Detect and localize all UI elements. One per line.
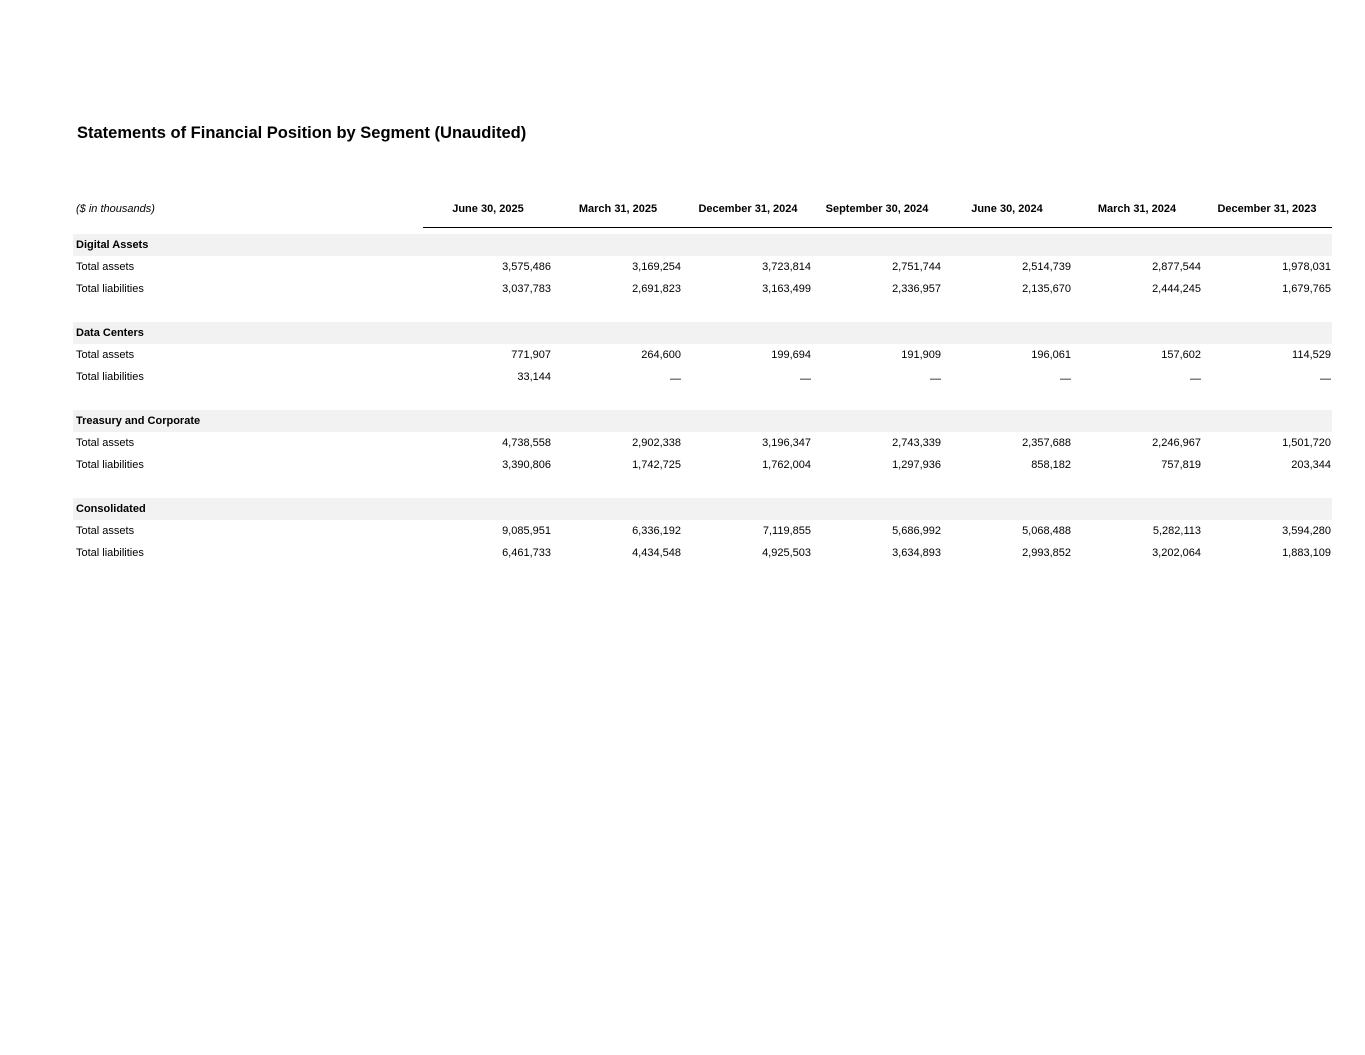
table-cell: — (800, 373, 811, 385)
row-label: Total assets (76, 261, 135, 273)
column-header: June 30, 2024 (971, 203, 1043, 215)
table-cell: 9,085,951 (502, 525, 551, 537)
table-cell: 191,909 (901, 349, 941, 361)
table-cell: 199,694 (771, 349, 811, 361)
section-label: Treasury and Corporate (76, 415, 201, 427)
table-row (0, 454, 1365, 476)
table-cell: 757,819 (1161, 459, 1201, 471)
table-cell: — (1190, 373, 1201, 385)
column-header: March 31, 2025 (578, 203, 658, 215)
table-cell: 157,602 (1161, 349, 1201, 361)
page-title: Statements of Financial Position by Segment (Unaudited) (77, 124, 527, 142)
section-header (73, 234, 1332, 256)
units-label: ($ in thousands) (76, 203, 155, 215)
table-cell: 2,135,670 (1022, 283, 1071, 295)
table-cell: 6,336,192 (632, 525, 681, 537)
table-cell: 196,061 (1031, 349, 1071, 361)
table-cell: 33,144 (517, 371, 551, 383)
table-cell: 2,444,245 (1152, 283, 1201, 295)
table-cell: 114,529 (1292, 349, 1331, 361)
row-label: Total liabilities (76, 459, 144, 471)
table-cell: — (1320, 373, 1331, 385)
table-cell: 858,182 (1031, 459, 1071, 471)
row-label: Total assets (76, 437, 135, 449)
table-cell: 3,202,064 (1152, 547, 1201, 559)
column-header: March 31, 2024 (1097, 203, 1177, 215)
table-cell: 2,743,339 (892, 437, 941, 449)
table-cell: 3,163,499 (762, 283, 811, 295)
table-cell: 5,068,488 (1022, 525, 1071, 537)
column-header: December 31, 2024 (698, 203, 798, 215)
column-header: June 30, 2025 (452, 203, 524, 215)
table-row (0, 256, 1365, 278)
table-cell: 3,594,280 (1282, 525, 1331, 537)
table-cell: 2,877,544 (1152, 261, 1201, 273)
table-cell: 3,196,347 (762, 437, 811, 449)
row-label: Total liabilities (76, 283, 144, 295)
table-cell: 1,883,109 (1282, 547, 1331, 559)
table-cell: 2,357,688 (1022, 437, 1071, 449)
table-cell: 3,575,486 (502, 261, 551, 273)
table-cell: 2,902,338 (632, 437, 681, 449)
table-cell: 4,434,548 (632, 547, 681, 559)
table-cell: 2,751,744 (892, 261, 941, 273)
table-cell: 2,336,957 (892, 283, 941, 295)
table-cell: 2,246,967 (1152, 437, 1201, 449)
table-cell: 203,344 (1291, 459, 1331, 471)
table-row (0, 542, 1365, 564)
table-cell: 7,119,855 (762, 525, 811, 537)
table-cell: 4,925,503 (762, 547, 811, 559)
row-label: Total assets (76, 525, 135, 537)
table-cell: 1,742,725 (632, 459, 681, 471)
table-row (0, 366, 1365, 388)
table-cell: 5,282,113 (1152, 525, 1201, 537)
column-header: December 31, 2023 (1217, 203, 1317, 215)
table-cell: 3,390,806 (502, 459, 551, 471)
table-row (0, 344, 1365, 366)
table-cell: — (930, 373, 941, 385)
table-cell: 2,993,852 (1022, 547, 1071, 559)
table-cell: 2,691,823 (632, 283, 681, 295)
row-label: Total assets (76, 349, 135, 361)
table-cell: 1,297,936 (892, 459, 941, 471)
section-label: Digital Assets (76, 239, 149, 251)
table-cell: 6,461,733 (502, 547, 551, 559)
section-label: Consolidated (76, 503, 146, 515)
table-cell: 1,762,004 (762, 459, 811, 471)
table-cell: — (670, 373, 681, 385)
section-label: Data Centers (76, 327, 144, 339)
table-cell: 4,738,558 (502, 437, 551, 449)
table-cell: 264,600 (641, 349, 681, 361)
table-cell: 3,723,814 (762, 261, 811, 273)
table-cell: 3,169,254 (632, 261, 681, 273)
table-row (0, 520, 1365, 542)
table-cell: 2,514,739 (1022, 261, 1071, 273)
table-row (0, 432, 1365, 454)
row-label: Total liabilities (76, 547, 144, 559)
table-cell: — (1060, 373, 1071, 385)
section-header (73, 410, 1332, 432)
table-cell: 1,679,765 (1282, 283, 1331, 295)
table-cell: 5,686,992 (892, 525, 941, 537)
table-cell: 3,037,783 (502, 283, 551, 295)
table-cell: 1,501,720 (1282, 437, 1331, 449)
column-header-row (423, 197, 1332, 228)
row-label: Total liabilities (76, 371, 144, 383)
table-cell: 1,978,031 (1282, 261, 1331, 273)
section-header (73, 322, 1332, 344)
column-header: September 30, 2024 (825, 203, 929, 215)
table-row (0, 278, 1365, 300)
table-cell: 771,907 (511, 349, 551, 361)
table-cell: 3,634,893 (892, 547, 941, 559)
section-header (73, 498, 1332, 520)
